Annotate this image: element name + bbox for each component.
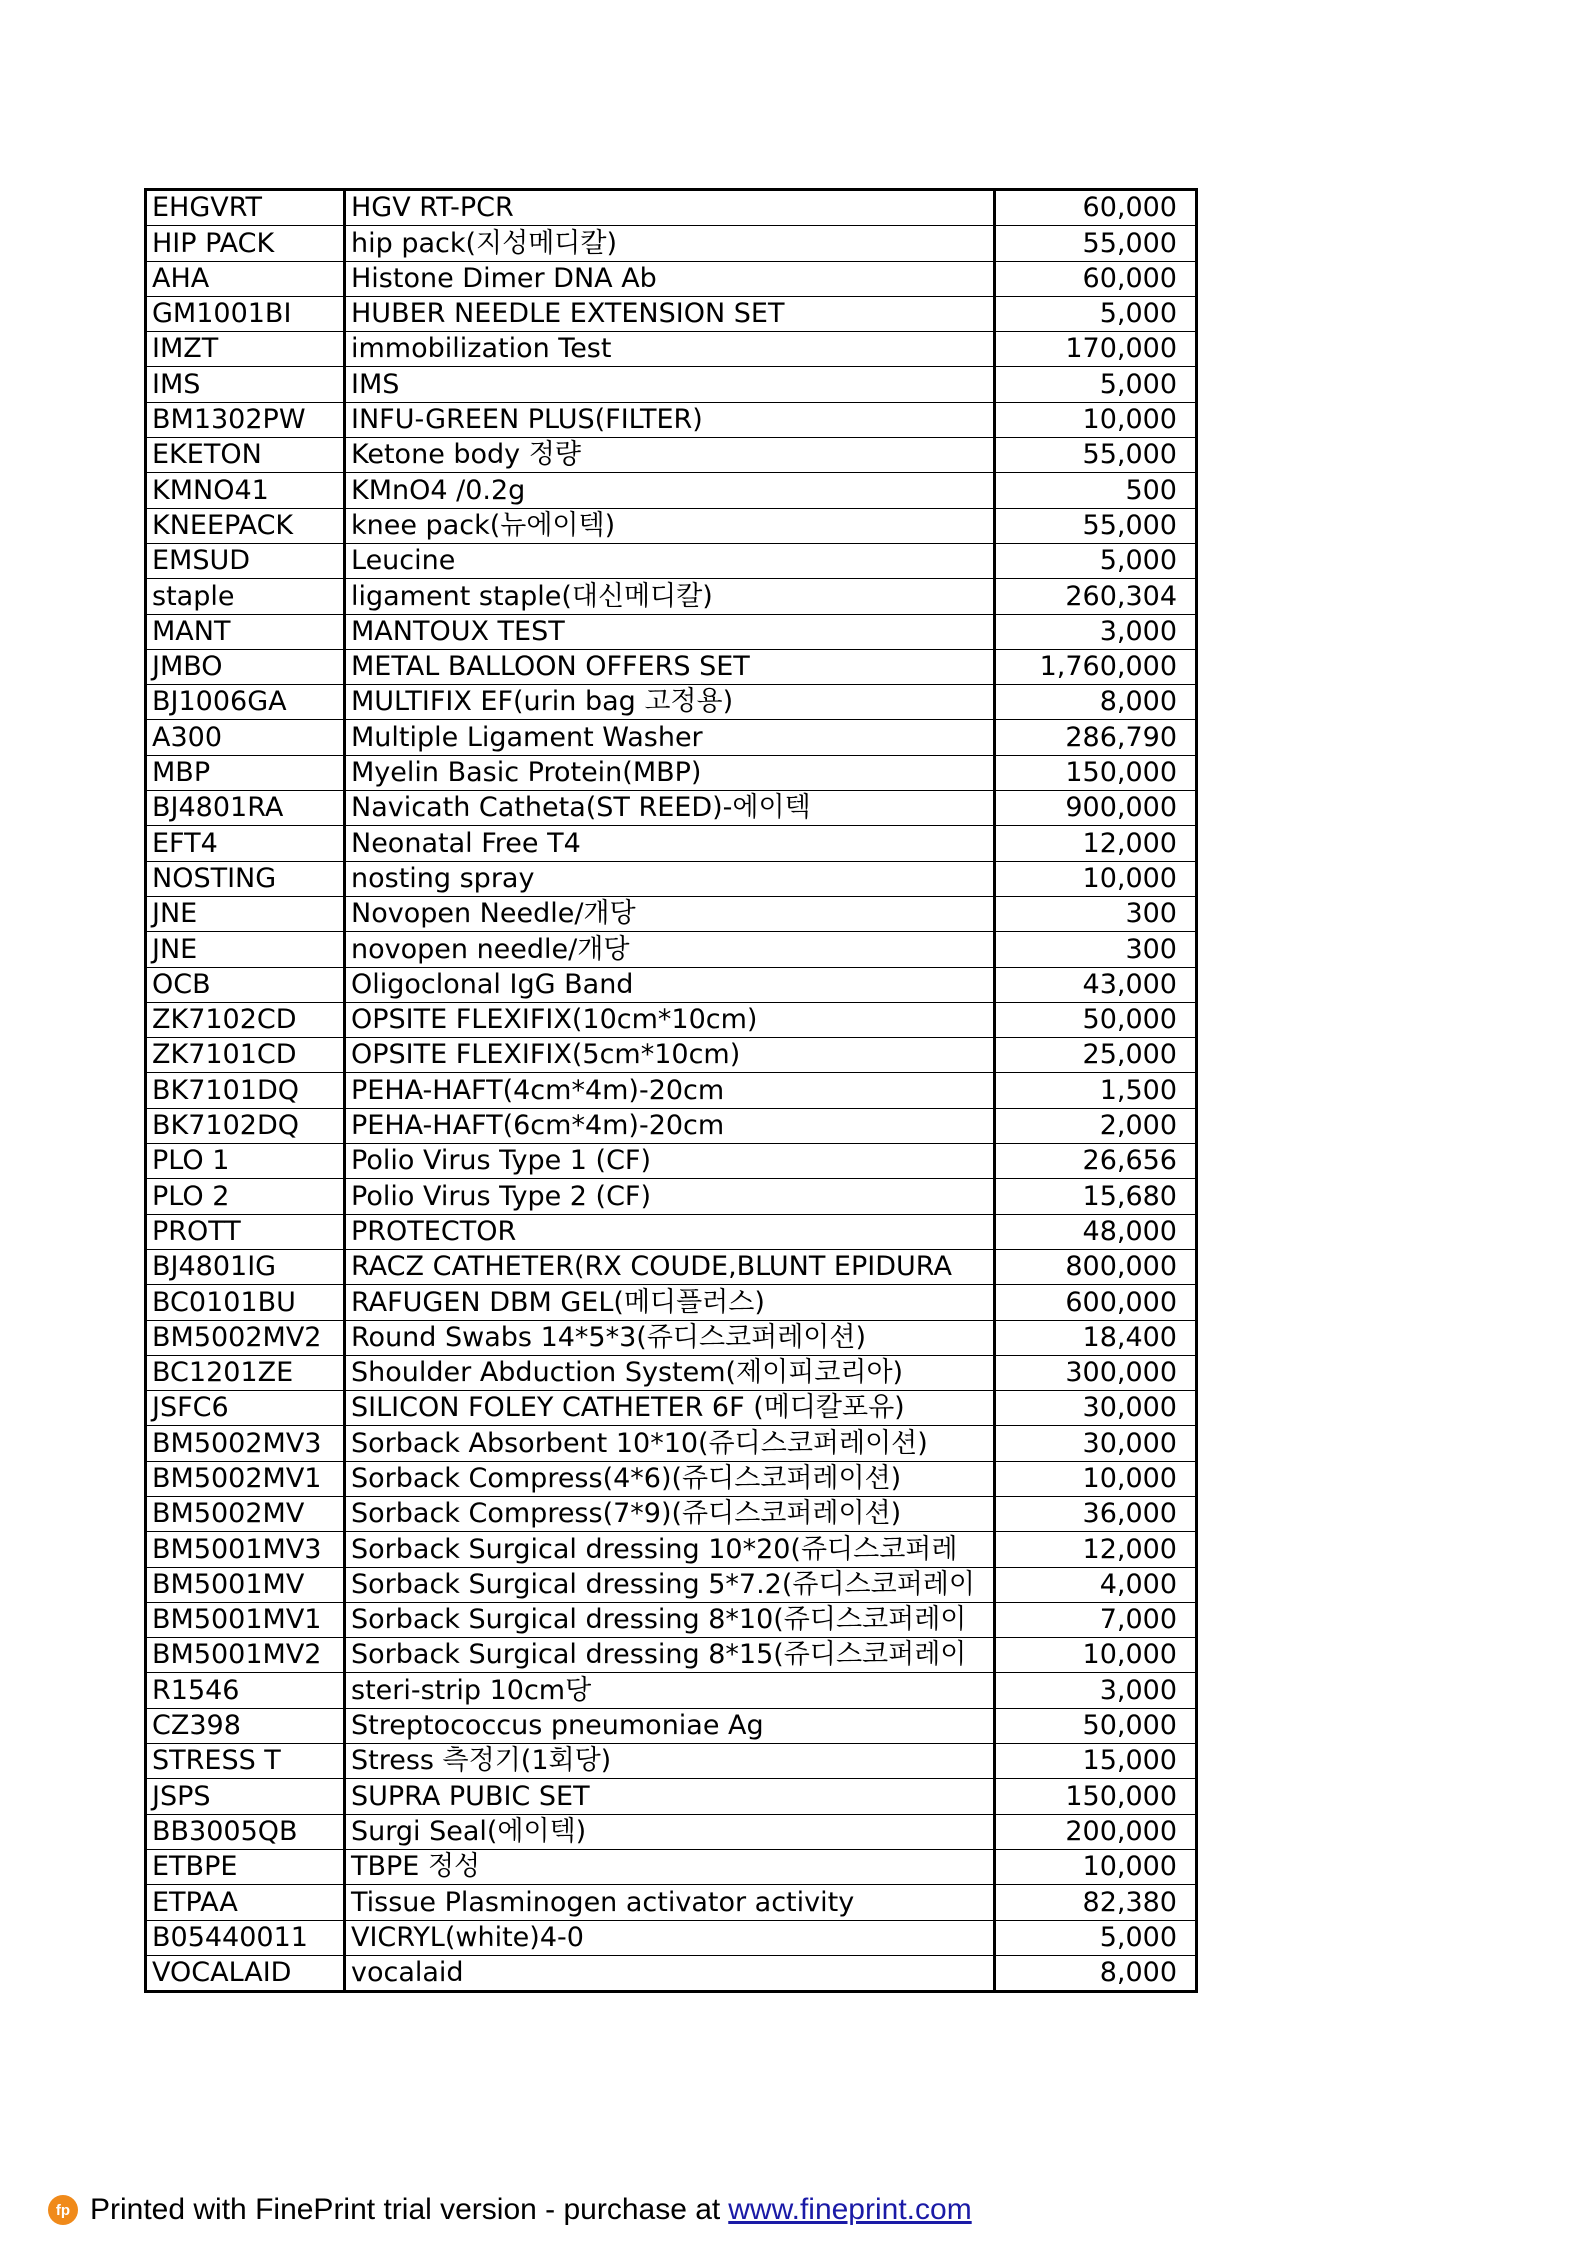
item-name-cell: KMnO4 /0.2g [345,473,995,508]
item-code-cell: BJ4801RA [146,791,345,826]
price-table [144,188,1198,1993]
table-row [146,332,1197,367]
item-price-cell: 12,000 [995,1532,1197,1567]
item-name-cell: Sorback Compress(7*9)(쥬디스코퍼레이션) [345,1496,995,1531]
table-row [146,1638,1197,1673]
item-price-cell: 300,000 [995,1355,1197,1390]
table-row [146,473,1197,508]
item-price-cell: 26,656 [995,1144,1197,1179]
item-price-cell: 260,304 [995,579,1197,614]
item-code-cell: AHA [146,261,345,296]
item-name-cell: METAL BALLOON OFFERS SET [345,649,995,684]
table-row [146,190,1197,226]
table-row [146,826,1197,861]
item-price-cell: 900,000 [995,791,1197,826]
item-code-cell: B05440011 [146,1920,345,1955]
item-code-cell: ETPAA [146,1885,345,1920]
table-row [146,861,1197,896]
item-code-cell: EFT4 [146,826,345,861]
table-row [146,438,1197,473]
item-name-cell: Polio Virus Type 2 (CF) [345,1179,995,1214]
table-row [146,1814,1197,1849]
item-name-cell: Leucine [345,543,995,578]
table-row [146,402,1197,437]
item-price-cell: 18,400 [995,1320,1197,1355]
item-price-cell: 1,760,000 [995,649,1197,684]
item-name-cell: nosting spray [345,861,995,896]
item-price-cell: 3,000 [995,614,1197,649]
item-price-cell: 8,000 [995,1955,1197,1991]
item-name-cell: HGV RT-PCR [345,190,995,226]
item-name-cell: RAFUGEN DBM GEL(메디플러스) [345,1285,995,1320]
item-code-cell: KNEEPACK [146,508,345,543]
footer-link[interactable]: www.fineprint.com [728,2193,972,2226]
item-name-cell: Streptococcus pneumoniae Ag [345,1708,995,1743]
item-name-cell: immobilization Test [345,332,995,367]
item-code-cell: IMS [146,367,345,402]
item-price-cell: 300 [995,896,1197,931]
item-price-cell: 10,000 [995,1849,1197,1884]
item-price-cell: 15,000 [995,1744,1197,1779]
item-name-cell: PROTECTOR [345,1214,995,1249]
item-name-cell: Sorback Surgical dressing 5*7.2(쥬디스코퍼레이 [345,1567,995,1602]
item-code-cell: GM1001BI [146,296,345,331]
table-row [146,1249,1197,1284]
item-price-cell: 30,000 [995,1426,1197,1461]
item-code-cell: MBP [146,755,345,790]
table-row [146,508,1197,543]
table-row [146,1179,1197,1214]
item-name-cell: SUPRA PUBIC SET [345,1779,995,1814]
table-row [146,1920,1197,1955]
item-name-cell: steri-strip 10cm당 [345,1673,995,1708]
item-name-cell: INFU-GREEN PLUS(FILTER) [345,402,995,437]
item-price-cell: 500 [995,473,1197,508]
item-price-cell: 55,000 [995,438,1197,473]
item-code-cell: BM5001MV2 [146,1638,345,1673]
item-code-cell: BJ1006GA [146,685,345,720]
table-row [146,649,1197,684]
table-row [146,1532,1197,1567]
item-name-cell: VICRYL(white)4-0 [345,1920,995,1955]
item-name-cell: Myelin Basic Protein(MBP) [345,755,995,790]
item-price-cell: 1,500 [995,1073,1197,1108]
table-row [146,1144,1197,1179]
item-price-cell: 800,000 [995,1249,1197,1284]
item-code-cell: KMNO41 [146,473,345,508]
item-name-cell: IMS [345,367,995,402]
item-price-cell: 36,000 [995,1496,1197,1531]
item-code-cell: BK7102DQ [146,1108,345,1143]
table-row [146,1673,1197,1708]
item-price-cell: 12,000 [995,826,1197,861]
item-code-cell: HIP PACK [146,226,345,261]
item-price-cell: 3,000 [995,1673,1197,1708]
item-price-cell: 10,000 [995,1638,1197,1673]
item-code-cell: BM1302PW [146,402,345,437]
footer-text: Printed with FinePrint trial version - purchase at [90,2193,721,2226]
item-code-cell: BM5001MV3 [146,1532,345,1567]
item-price-cell: 7,000 [995,1602,1197,1637]
footer [48,2190,972,2230]
item-price-cell: 8,000 [995,685,1197,720]
item-name-cell: TBPE 정성 [345,1849,995,1884]
item-name-cell: novopen needle/개당 [345,932,995,967]
table-row [146,1426,1197,1461]
table-row [146,896,1197,931]
table-row [146,1002,1197,1037]
item-price-cell: 55,000 [995,226,1197,261]
item-name-cell: Tissue Plasminogen activator activity [345,1885,995,1920]
item-name-cell: Shoulder Abduction System(제이피코리아) [345,1355,995,1390]
item-name-cell: Sorback Surgical dressing 8*15(쥬디스코퍼레이 [345,1638,995,1673]
item-code-cell: BK7101DQ [146,1073,345,1108]
item-price-cell: 4,000 [995,1567,1197,1602]
item-name-cell: OPSITE FLEXIFIX(10cm*10cm) [345,1002,995,1037]
item-name-cell: Novopen Needle/개당 [345,896,995,931]
item-name-cell: Sorback Absorbent 10*10(쥬디스코퍼레이션) [345,1426,995,1461]
item-name-cell: Surgi Seal(에이텍) [345,1814,995,1849]
item-code-cell: NOSTING [146,861,345,896]
item-name-cell: Sorback Surgical dressing 8*10(쥬디스코퍼레이 [345,1602,995,1637]
table-row [146,1849,1197,1884]
table-row [146,614,1197,649]
item-price-cell: 43,000 [995,967,1197,1002]
item-code-cell: BM5002MV [146,1496,345,1531]
table-row [146,1355,1197,1390]
item-price-cell: 60,000 [995,190,1197,226]
item-price-cell: 25,000 [995,1038,1197,1073]
item-name-cell: Histone Dimer DNA Ab [345,261,995,296]
item-code-cell: JNE [146,932,345,967]
item-name-cell: Sorback Surgical dressing 10*20(쥬디스코퍼레 [345,1532,995,1567]
table-row [146,1708,1197,1743]
item-price-cell: 10,000 [995,861,1197,896]
table-row [146,579,1197,614]
table-row [146,1885,1197,1920]
item-code-cell: EHGVRT [146,190,345,226]
item-price-cell: 30,000 [995,1391,1197,1426]
table-row [146,1391,1197,1426]
item-code-cell: BB3005QB [146,1814,345,1849]
item-price-cell: 5,000 [995,543,1197,578]
item-name-cell: MANTOUX TEST [345,614,995,649]
table-row [146,261,1197,296]
item-code-cell: CZ398 [146,1708,345,1743]
item-code-cell: BM5002MV3 [146,1426,345,1461]
table-row [146,543,1197,578]
table-row [146,1214,1197,1249]
item-price-cell: 55,000 [995,508,1197,543]
table-row [146,685,1197,720]
item-price-cell: 48,000 [995,1214,1197,1249]
table-row [146,1073,1197,1108]
item-price-cell: 5,000 [995,296,1197,331]
item-code-cell: EKETON [146,438,345,473]
table-row [146,1567,1197,1602]
table-row [146,1779,1197,1814]
item-price-cell: 150,000 [995,1779,1197,1814]
item-code-cell: staple [146,579,345,614]
item-name-cell: MULTIFIX EF(urin bag 고정용) [345,685,995,720]
item-price-cell: 170,000 [995,332,1197,367]
item-name-cell: vocalaid [345,1955,995,1991]
fineprint-logo-icon: fp [48,2195,78,2225]
item-code-cell: BM5002MV2 [146,1320,345,1355]
table-row [146,1285,1197,1320]
table-body [146,190,1197,1992]
item-name-cell: PEHA-HAFT(6cm*4m)-20cm [345,1108,995,1143]
item-code-cell: R1546 [146,1673,345,1708]
item-price-cell: 286,790 [995,720,1197,755]
item-code-cell: BM5001MV [146,1567,345,1602]
item-name-cell: Sorback Compress(4*6)(쥬디스코퍼레이션) [345,1461,995,1496]
item-code-cell: STRESS T [146,1744,345,1779]
item-code-cell: JSFC6 [146,1391,345,1426]
item-name-cell: Multiple Ligament Washer [345,720,995,755]
item-price-cell: 50,000 [995,1002,1197,1037]
table-row [146,1602,1197,1637]
item-code-cell: JNE [146,896,345,931]
item-price-cell: 60,000 [995,261,1197,296]
item-name-cell: Stress 측정기(1회당) [345,1744,995,1779]
table-row [146,720,1197,755]
item-price-cell: 10,000 [995,402,1197,437]
item-name-cell: Oligoclonal IgG Band [345,967,995,1002]
item-price-cell: 200,000 [995,1814,1197,1849]
item-price-cell: 5,000 [995,367,1197,402]
item-price-cell: 15,680 [995,1179,1197,1214]
item-code-cell: JMBO [146,649,345,684]
item-name-cell: HUBER NEEDLE EXTENSION SET [345,296,995,331]
item-name-cell: OPSITE FLEXIFIX(5cm*10cm) [345,1038,995,1073]
table-row [146,791,1197,826]
item-name-cell: hip pack(지성메디칼) [345,226,995,261]
item-code-cell: PLO 2 [146,1179,345,1214]
item-code-cell: PROTT [146,1214,345,1249]
item-name-cell: Ketone body 정량 [345,438,995,473]
item-price-cell: 10,000 [995,1461,1197,1496]
table-row [146,1108,1197,1143]
item-price-cell: 300 [995,932,1197,967]
item-code-cell: BC1201ZE [146,1355,345,1390]
item-code-cell: ZK7102CD [146,1002,345,1037]
item-name-cell: RACZ CATHETER(RX COUDE,BLUNT EPIDURA [345,1249,995,1284]
item-name-cell: ligament staple(대신메디칼) [345,579,995,614]
table-row [146,1320,1197,1355]
item-name-cell: PEHA-HAFT(4cm*4m)-20cm [345,1073,995,1108]
item-code-cell: VOCALAID [146,1955,345,1991]
item-price-cell: 600,000 [995,1285,1197,1320]
item-code-cell: EMSUD [146,543,345,578]
item-code-cell: JSPS [146,1779,345,1814]
item-code-cell: BJ4801IG [146,1249,345,1284]
item-code-cell: BM5001MV1 [146,1602,345,1637]
item-price-cell: 2,000 [995,1108,1197,1143]
item-code-cell: ZK7101CD [146,1038,345,1073]
table-row [146,967,1197,1002]
item-name-cell: Navicath Catheta(ST REED)-에이텍 [345,791,995,826]
table-row [146,367,1197,402]
item-code-cell: ETBPE [146,1849,345,1884]
item-name-cell: SILICON FOLEY CATHETER 6F (메디칼포유) [345,1391,995,1426]
item-code-cell: MANT [146,614,345,649]
item-name-cell: Polio Virus Type 1 (CF) [345,1144,995,1179]
item-name-cell: knee pack(뉴에이텍) [345,508,995,543]
item-code-cell: PLO 1 [146,1144,345,1179]
table-row [146,932,1197,967]
item-price-cell: 50,000 [995,1708,1197,1743]
item-name-cell: Neonatal Free T4 [345,826,995,861]
table-row [146,1955,1197,1991]
item-code-cell: IMZT [146,332,345,367]
item-code-cell: A300 [146,720,345,755]
item-price-cell: 150,000 [995,755,1197,790]
item-code-cell: BM5002MV1 [146,1461,345,1496]
table-row [146,1744,1197,1779]
item-name-cell: Round Swabs 14*5*3(쥬디스코퍼레이션) [345,1320,995,1355]
item-code-cell: BC0101BU [146,1285,345,1320]
table-row [146,1496,1197,1531]
table-row [146,226,1197,261]
item-price-cell: 82,380 [995,1885,1197,1920]
table-row [146,1461,1197,1496]
table-row [146,1038,1197,1073]
table-row [146,755,1197,790]
table-row [146,296,1197,331]
item-code-cell: OCB [146,967,345,1002]
item-price-cell: 5,000 [995,1920,1197,1955]
